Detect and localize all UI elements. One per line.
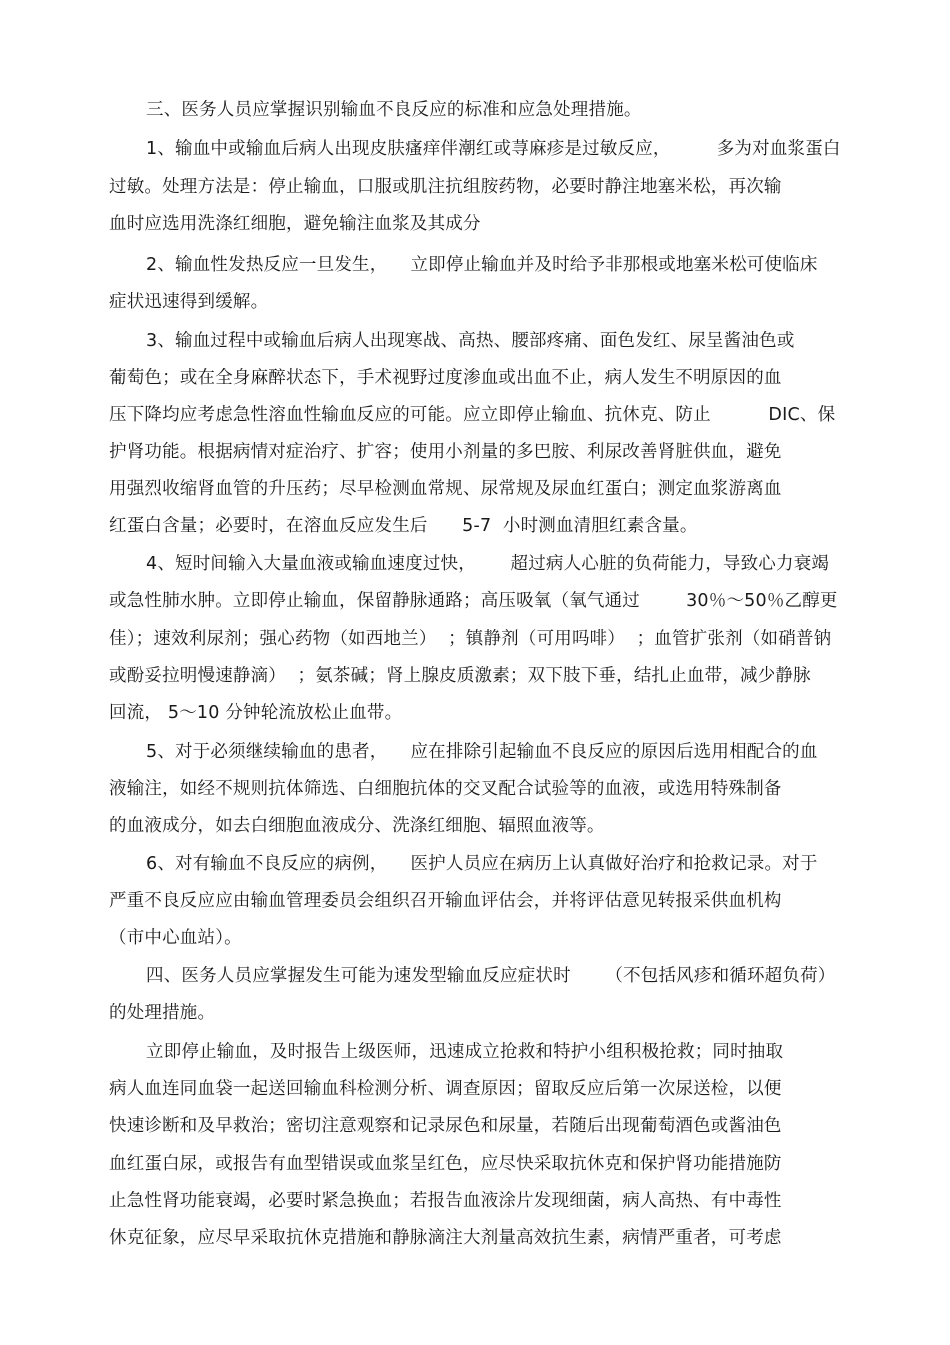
text-line: 护肾功能。根据病情对症治疗、扩容；使用小剂量的多巴胺、利尿改善肾脏供血，避免 (109, 442, 782, 462)
text-line: 过敏。处理方法是：停止输血，口服或肌注抗组胺药物，必要时静注地塞米松，再次输 (109, 177, 782, 197)
text-line: 立即停止输血，及时报告上级医师，迅速成立抢救和特护小组积极抢救；同时抽取 (146, 1042, 784, 1062)
text-line: 快速诊断和及早救治；密切注意观察和记录尿色和尿量，若随后出现葡萄酒色或酱油色 (109, 1116, 782, 1136)
text-line: 或酚妥拉明慢速静滴） ；氨茶碱；肾上腺皮质激素；双下肢下垂，结扎止血带，减少静脉 (109, 666, 811, 686)
text-line: 6、对有输血不良反应的病例， 医护人员应在病历上认真做好治疗和抢救记录。对于 (146, 854, 818, 874)
text-line: 血红蛋白尿，或报告有血型错误或血浆呈红色，应尽快采取抗休克和保护肾功能措施防 (109, 1154, 782, 1174)
text-line: 5、对于必须继续输血的患者， 应在排除引起输血不良反应的原因后选用相配合的血 (146, 742, 818, 762)
text-line: 用强烈收缩肾血管的升压药；尽早检测血常规、尿常规及尿血红蛋白；测定血浆游离血 (109, 479, 782, 499)
text-line: 或急性肺水肿。立即停止输血，保留静脉通路；高压吸氧（氧气通过 30％～50％乙醇更 (109, 591, 838, 611)
text-line: 三、医务人员应掌握识别输血不良反应的标准和应急处理措施。 (146, 100, 642, 120)
text-line: 病人血连同血袋一起送回输血科检测分析、调查原因；留取反应后第一次尿送检，以便 (109, 1079, 782, 1099)
text-line: 佳）；速效利尿剂；强心药物（如西地兰） ；镇静剂（可用吗啡） ；血管扩张剂（如硝普钠 (109, 629, 832, 649)
text-line: 休克征象，应尽早采取抗休克措施和静脉滴注大剂量高效抗生素，病情严重者，可考虑 (109, 1228, 782, 1248)
text-line: 四、医务人员应掌握发生可能为速发型输血反应症状时 （不包括风疹和循环超负荷） (146, 966, 836, 986)
text-line: 症状迅速得到缓解。 (109, 292, 269, 312)
text-line: 2、输血性发热反应一旦发生， 立即停止输血并及时给予非那根或地塞米松可使临床 (146, 255, 818, 275)
text-line: 3、输血过程中或输血后病人出现寒战、高热、腰部疼痛、面色发红、尿呈酱油色或 (146, 331, 795, 351)
text-line: 液输注，如经不规则抗体筛选、白细胞抗体的交叉配合试验等的血液，或选用特殊制备 (109, 779, 782, 799)
text-line: 严重不良反应应由输血管理委员会组织召开输血评估会，并将评估意见转报采供血机构 (109, 891, 782, 911)
text-line: 血时应选用洗涤红细胞，避免输注血浆及其成分 (109, 214, 481, 234)
text-line: 回流， 5～10 分钟轮流放松止血带。 (109, 703, 403, 723)
text-line: 的处理措施。 (109, 1003, 216, 1023)
text-line: 葡萄色；或在全身麻醉状态下，手术视野过度渗血或出血不止，病人发生不明原因的血 (109, 368, 782, 388)
text-line: 压下降均应考虑急性溶血性输血反应的可能。应立即停止输血、抗休克、防止 DIC、保 (109, 405, 836, 425)
text-line: 的血液成分，如去白细胞血液成分、洗涤红细胞、辐照血液等。 (109, 816, 605, 836)
text-line: 4、短时间输入大量血液或输血速度过快， 超过病人心脏的负荷能力，导致心力衰竭 (146, 554, 830, 574)
text-line: 止急性肾功能衰竭，必要时紧急换血；若报告血液涂片发现细菌，病人高热、有中毒性 (109, 1191, 782, 1211)
text-line: 红蛋白含量；必要时，在溶血反应发生后 5-7 小时测血清胆红素含量。 (109, 516, 698, 536)
text-line: （市中心血站）。 (109, 928, 242, 948)
text-line: 1、输血中或输血后病人出现皮肤瘙痒伴潮红或荨麻疹是过敏反应， 多为对血浆蛋白 (146, 139, 841, 159)
